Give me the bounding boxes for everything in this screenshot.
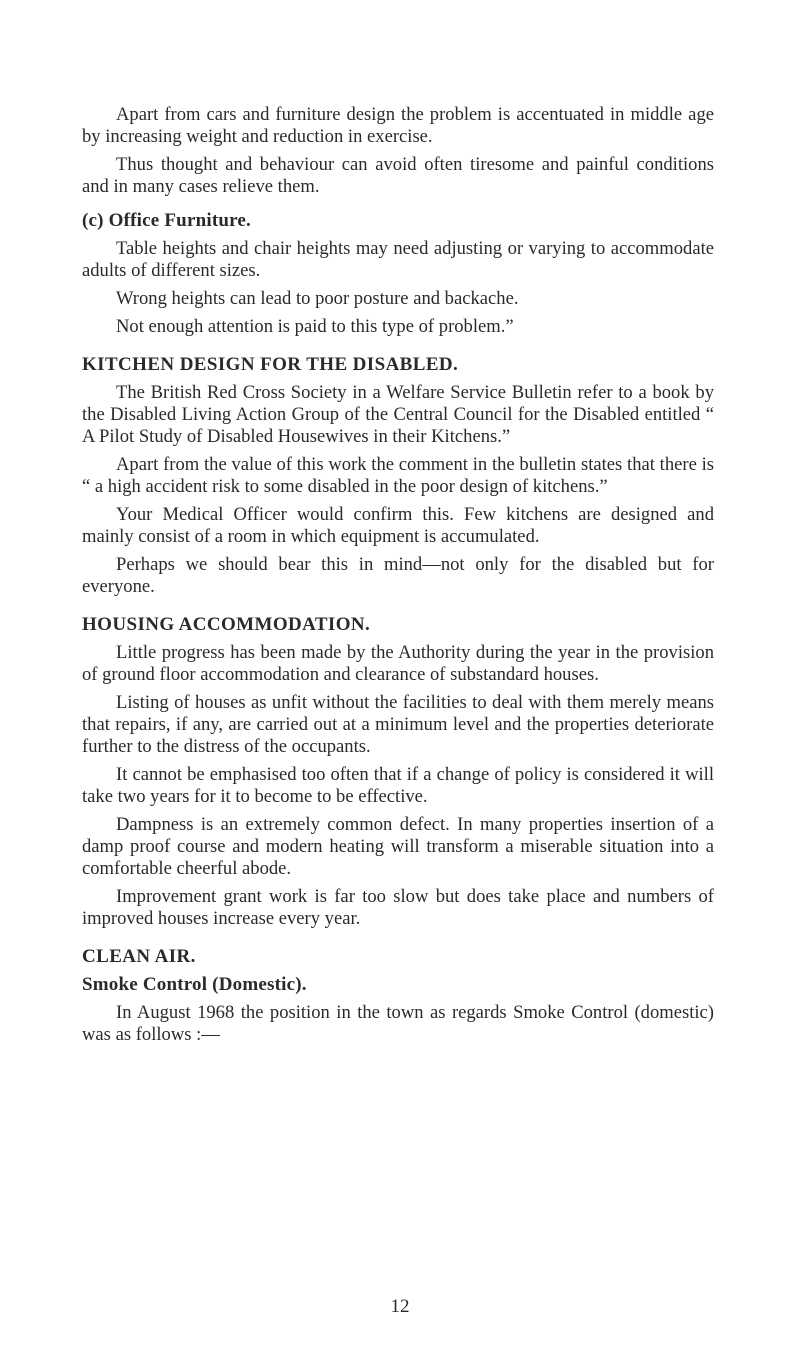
paragraph-middle-age: Apart from cars and furniture design the problem is accentuated in middle age by increasing weight and reduction in exercise. <box>82 104 714 147</box>
paragraph-red-cross: The British Red Cross Society in a Welfare Service Bulletin refer to a book by the Disabled Living Action Group of the Central Council for the Disabled entitled “ A Pilot Study of Disabled Housewives in their Kitchens.” <box>82 382 714 447</box>
document-page <box>82 104 714 1046</box>
paragraph-dampness: Dampness is an extremely common defect. In many properties insertion of a damp proof course and modern heating will transform a miserable situation into a comfortable cheerful abode. <box>82 814 714 879</box>
heading-office-furniture: (c) Office Furniture. <box>82 210 251 231</box>
paragraph-bulletin-comment: Apart from the value of this work the comment in the bulletin states that there is “ a high accident risk to some disabled in the poor design of kitchens.” <box>82 454 714 497</box>
paragraph-improvement-grant: Improvement grant work is far too slow but does take place and numbers of improved houses increase every year. <box>82 886 714 929</box>
paragraph-table-heights: Table heights and chair heights may need adjusting or varying to accommodate adults of different sizes. <box>82 238 714 281</box>
heading-smoke-control: Smoke Control (Domestic). <box>82 974 307 995</box>
paragraph-thought-behaviour: Thus thought and behaviour can avoid often tiresome and painful conditions and in many cases relieve them. <box>82 154 714 197</box>
paragraph-little-progress: Little progress has been made by the Authority during the year in the provision of ground floor accommodation and clearance of substandard houses. <box>82 642 714 685</box>
paragraph-august-1968: In August 1968 the position in the town as regards Smoke Control (domestic) was as follows :— <box>82 1002 714 1045</box>
paragraph-not-enough-attention: Not enough attention is paid to this type of problem.” <box>116 316 514 337</box>
heading-housing-accommodation: HOUSING ACCOMMODATION. <box>82 614 371 635</box>
paragraph-medical-officer: Your Medical Officer would confirm this. Few kitchens are designed and mainly consist of a room in which equipment is accumulated. <box>82 504 714 547</box>
page-number: 12 <box>390 1296 410 1317</box>
paragraph-policy-change: It cannot be emphasised too often that if a change of policy is considered it will take two years for it to become to be effective. <box>82 764 714 807</box>
heading-kitchen-design: KITCHEN DESIGN FOR THE DISABLED. <box>82 354 459 375</box>
paragraph-listing-houses: Listing of houses as unfit without the facilities to deal with them merely means that repairs, if any, are carried out at a minimum level and the properties deteriorate further to the distress of the occupants. <box>82 692 714 757</box>
paragraph-wrong-heights: Wrong heights can lead to poor posture and backache. <box>116 288 519 309</box>
heading-clean-air: CLEAN AIR. <box>82 946 196 967</box>
paragraph-bear-in-mind: Perhaps we should bear this in mind—not only for the disabled but for everyone. <box>82 554 714 597</box>
